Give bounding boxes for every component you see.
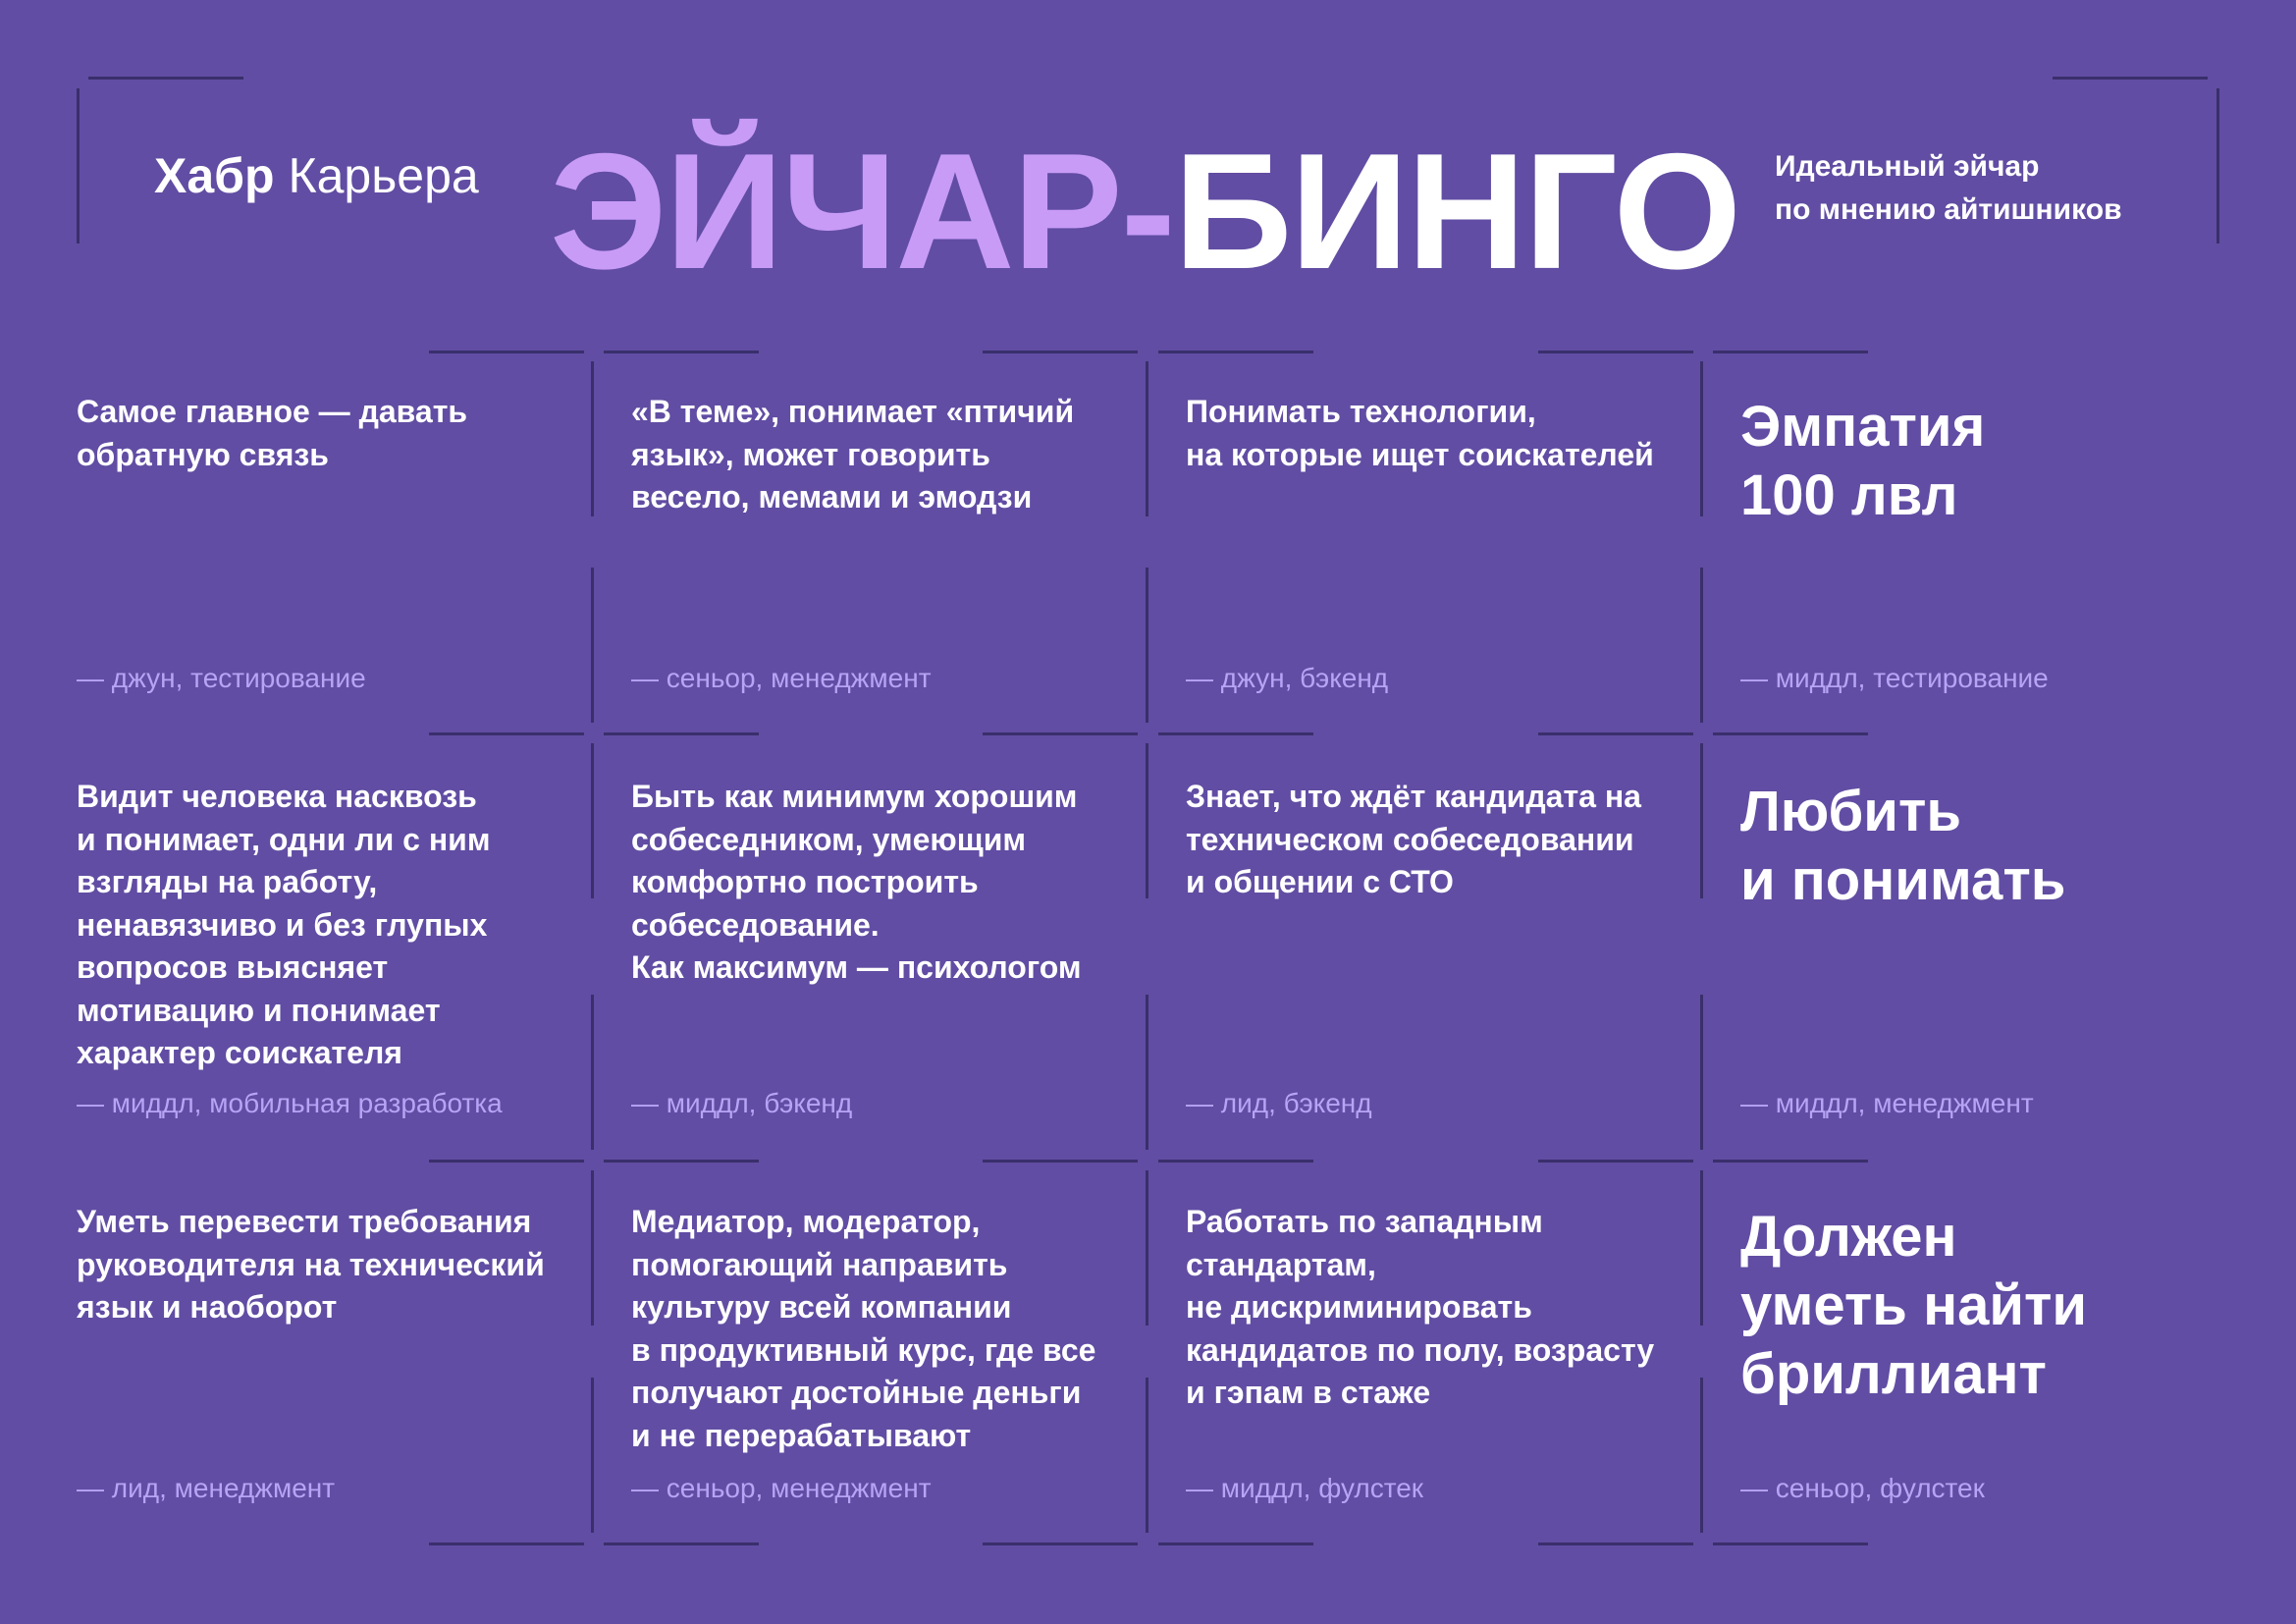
bingo-cell-author: — миддл, тестирование	[1740, 663, 2049, 693]
bingo-cell-author: — джун, бэкенд	[1186, 663, 1389, 693]
quote-line: обратную связь	[77, 436, 329, 472]
bingo-cell-author: — джун, тестирование	[77, 663, 366, 693]
title-part-white: БИНГО	[1173, 119, 1740, 303]
grid-line	[983, 1160, 1138, 1163]
quote-line: стандартам,	[1186, 1246, 1376, 1282]
grid-line	[604, 732, 759, 735]
quote-line: 100 лвл	[1740, 463, 1958, 527]
bingo-cell-quote	[631, 1201, 1095, 1457]
grid-line	[1713, 1160, 1868, 1163]
grid-line	[983, 351, 1138, 353]
bingo-cell-quote	[77, 1201, 545, 1329]
quote-line: и понимать	[1740, 848, 2066, 912]
quote-line: руководителя на технический	[77, 1246, 545, 1282]
header-frame-line	[2216, 88, 2219, 244]
grid-line	[429, 1160, 584, 1163]
bingo-cell-quote	[631, 776, 1082, 990]
quote-line: Понимать технологии,	[1186, 394, 1536, 429]
grid-line	[1538, 1543, 1693, 1545]
quote-line: и не перерабатывают	[631, 1417, 972, 1453]
quote-line: и общении с СТО	[1186, 864, 1454, 899]
grid-line	[1713, 351, 1868, 353]
quote-line: Должен	[1740, 1205, 1957, 1269]
quote-line: техническом собеседовании	[1186, 821, 1634, 857]
grid-line	[1158, 732, 1313, 735]
quote-line: Медиатор, модератор,	[631, 1204, 981, 1239]
grid-line	[429, 1543, 584, 1545]
grid-line	[1146, 743, 1148, 898]
quote-line: Знает, что ждёт кандидата на	[1186, 779, 1641, 814]
quote-line: язык и наоборот	[77, 1289, 338, 1325]
quote-line: комфортно построить	[631, 864, 979, 899]
habr-career-logo	[154, 147, 479, 204]
bingo-cell-quote	[77, 776, 490, 1075]
bingo-cell-author: — сеньор, менеджмент	[631, 663, 932, 693]
quote-line: Быть как минимум хорошим	[631, 779, 1078, 814]
quote-line: на которые ищет соискателей	[1186, 436, 1654, 472]
quote-line: и гэпам в стаже	[1186, 1375, 1431, 1410]
quote-line: бриллиант	[1740, 1342, 2047, 1406]
header-frame-line	[2053, 77, 2208, 80]
bingo-cell-author: — миддл, менеджмент	[1740, 1088, 2034, 1118]
quote-line: и понимает, одни ли с ним	[77, 821, 491, 857]
grid-line	[1538, 351, 1693, 353]
quote-line: ненавязчиво и без глупых	[77, 906, 488, 943]
quote-line: взгляды на работу,	[77, 864, 378, 899]
bingo-cell-quote	[1740, 393, 1985, 530]
quote-line: Видит человека насквозь	[77, 779, 477, 814]
quote-line: Работать по западным	[1186, 1204, 1543, 1239]
subtitle-line-1: Идеальный эйчар	[1775, 150, 2040, 183]
grid-line	[591, 568, 594, 723]
bingo-cell-author: — миддл, фулстек	[1186, 1473, 1424, 1503]
bingo-cell-author: — миддл, мобильная разработка	[77, 1088, 503, 1118]
quote-line: помогающий направить	[631, 1246, 1008, 1282]
grid-line	[1158, 1543, 1313, 1545]
grid-line	[604, 351, 759, 353]
header-frame-line	[77, 88, 80, 244]
bingo-cell-author: — лид, бэкенд	[1186, 1088, 1372, 1118]
grid-line	[604, 1543, 759, 1545]
title-part-accent: ЭЙЧАР-	[550, 119, 1174, 303]
grid-line	[1146, 361, 1148, 516]
logo-light-text: Карьера	[288, 148, 479, 203]
quote-line: Как максимум — психологом	[631, 949, 1082, 985]
grid-line	[983, 732, 1138, 735]
quote-line: культуру всей компании	[631, 1289, 1012, 1325]
quote-line: собеседником, умеющим	[631, 821, 1027, 857]
grid-line	[591, 1378, 594, 1533]
grid-line	[1538, 732, 1693, 735]
header-frame-line	[88, 77, 243, 80]
quote-line: «В теме», понимает «птичий	[631, 394, 1075, 429]
subtitle-line-2: по мнению айтишников	[1775, 193, 2122, 226]
grid-line	[1700, 743, 1703, 898]
bingo-cell-author: — сеньор, фулстек	[1740, 1473, 1985, 1503]
bingo-cell-quote	[1186, 776, 1641, 904]
logo-bold-text: Хабр	[154, 148, 275, 203]
grid-line	[591, 1170, 594, 1326]
quote-line: получают достойные деньги	[631, 1375, 1082, 1410]
bingo-cell-author: — лид, менеджмент	[77, 1473, 336, 1503]
quote-line: в продуктивный курс, где все	[631, 1331, 1096, 1368]
quote-line: Уметь перевести требования	[77, 1204, 532, 1239]
grid-line	[983, 1543, 1138, 1545]
grid-line	[1700, 361, 1703, 516]
quote-line: кандидатов по полу, возрасту	[1186, 1331, 1655, 1368]
quote-line: Самое главное — давать	[77, 394, 468, 429]
bingo-cell-author: — миддл, бэкенд	[631, 1088, 853, 1118]
grid-line	[1700, 1378, 1703, 1533]
grid-line	[1158, 1160, 1313, 1163]
quote-line: характер соискателя	[77, 1035, 402, 1070]
quote-line: уметь найти	[1740, 1273, 2088, 1337]
grid-line	[1146, 995, 1148, 1150]
grid-line	[591, 361, 594, 516]
quote-line: собеседование.	[631, 906, 880, 943]
grid-line	[591, 995, 594, 1150]
grid-line	[1700, 1170, 1703, 1326]
grid-line	[1538, 1160, 1693, 1163]
grid-line	[1713, 1543, 1868, 1545]
quote-line: не дискриминировать	[1186, 1289, 1532, 1325]
bingo-cell-quote	[1740, 1203, 2087, 1409]
quote-line: мотивацию и понимает	[77, 992, 441, 1028]
quote-line: вопросов выясняет	[77, 949, 389, 985]
grid-line	[1146, 1170, 1148, 1326]
page-title	[550, 119, 1740, 303]
grid-line	[1146, 568, 1148, 723]
quote-line: Любить	[1740, 780, 1962, 843]
grid-line	[591, 743, 594, 898]
grid-line	[1158, 351, 1313, 353]
grid-line	[604, 1160, 759, 1163]
grid-line	[1713, 732, 1868, 735]
quote-line: весело, мемами и эмодзи	[631, 479, 1033, 514]
grid-line	[429, 351, 584, 353]
quote-line: Эмпатия	[1740, 395, 1986, 459]
bingo-cell-quote	[1740, 778, 2065, 915]
grid-line	[1700, 568, 1703, 723]
grid-line	[429, 732, 584, 735]
bingo-cell-quote	[77, 391, 467, 476]
page-subtitle	[1775, 145, 2122, 232]
grid-line	[1146, 1378, 1148, 1533]
grid-line	[1700, 995, 1703, 1150]
bingo-cell-quote	[631, 391, 1074, 519]
quote-line: язык», может говорить	[631, 436, 990, 472]
bingo-cell-quote	[1186, 391, 1654, 476]
bingo-cell-quote	[1186, 1201, 1654, 1415]
bingo-cell-author: — сеньор, менеджмент	[631, 1473, 932, 1503]
